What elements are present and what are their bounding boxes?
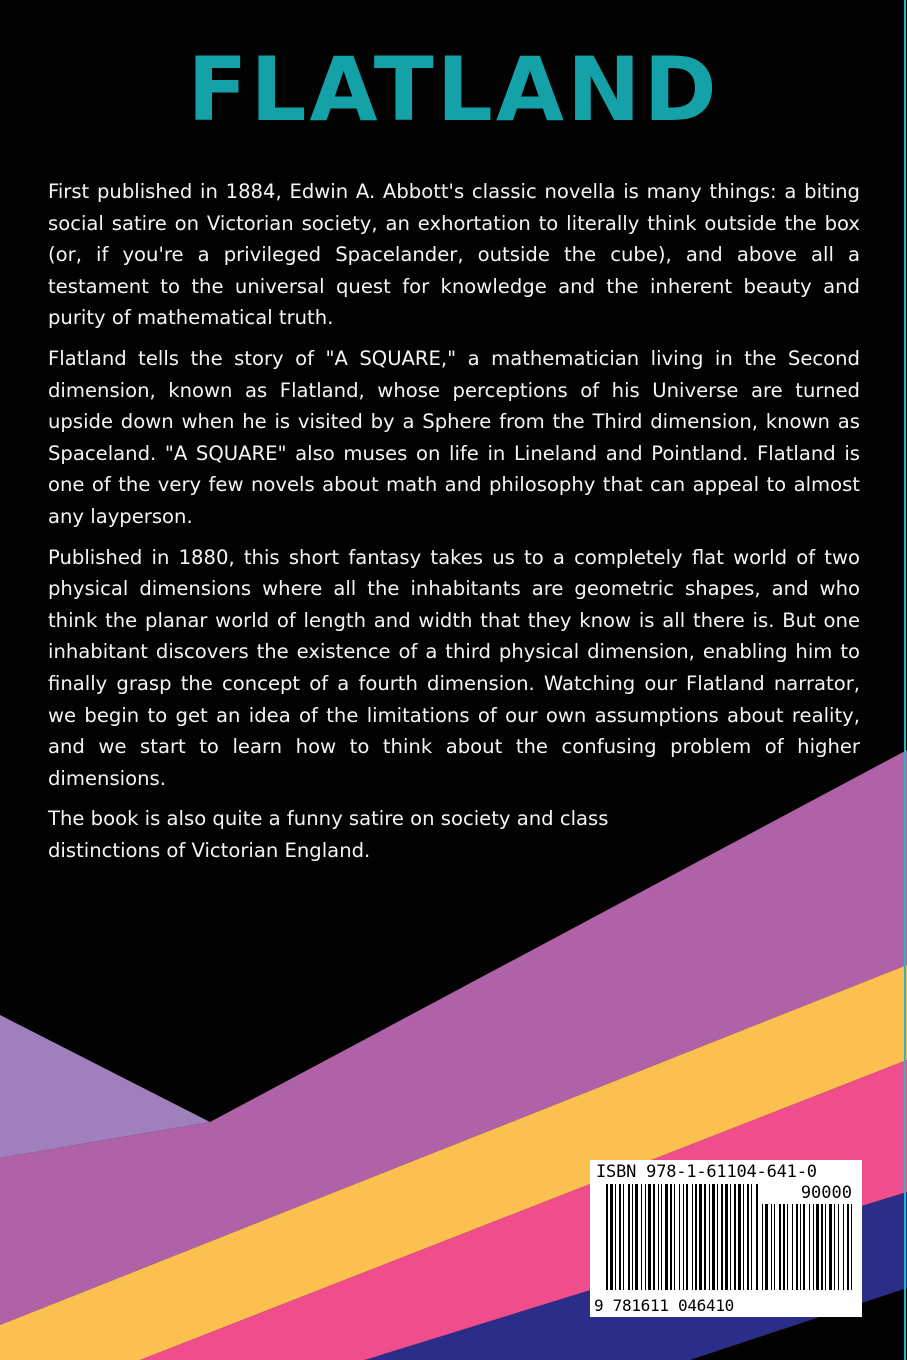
barcode-addon-bar [779,1204,781,1290]
barcode-addon-bar [771,1204,772,1290]
isbn-number: ISBN 978-1-61104-641-0 [596,1162,817,1182]
barcode-addon-bar [825,1204,826,1290]
barcode-bar [725,1184,728,1290]
barcode-bar [674,1184,675,1290]
barcode-bar [734,1184,736,1290]
blurb-paragraph-4: The book is also quite a funny satire on society and class distinctions of Victorian England. [48,807,609,862]
barcode-bar [670,1184,672,1290]
barcode-addon-bar [809,1204,810,1290]
barcode-bar [623,1184,624,1290]
barcode-bar [717,1184,718,1290]
barcode-addon-bar [851,1204,852,1290]
barcode-bar [699,1184,702,1290]
barcode-bar [721,1184,723,1290]
barcode-addon-bar [816,1204,819,1290]
barcode-bar [743,1184,744,1290]
barcode-bar [751,1184,752,1290]
barcode-addon-bar [765,1204,768,1290]
blurb-paragraph-3: Published in 1880, this short fantasy takes us to a completely flat world of two physical dimensions where all the inhabitants are geometric shapes, and who think the planar world of length and width that they know is all there is. But one inhabitant discovers the existence of a third physical dimension, enabling him to finally grasp the concept of a fourth dimension. Watching our Flatland narrator, we begin to get an idea of the limitations of our own assumptions about reality, and we start to learn how to think about the confusing problem of higher dimensions. [48,545,860,790]
barcode-addon-bar [847,1204,849,1290]
barcode-bar [704,1184,706,1290]
price-code: 90000 [800,1183,852,1203]
back-cover-blurb [48,176,860,875]
barcode-bar [641,1184,642,1290]
barcode-bar [635,1184,638,1290]
barcode-bar [648,1184,651,1290]
barcode-bar [661,1184,662,1290]
ean-digits: 9 781611 046410 [594,1296,734,1315]
barcode-bar [712,1184,715,1290]
barcode-bars [590,1160,862,1317]
barcode-bar [709,1184,710,1290]
barcode-addon-bar [800,1204,801,1290]
barcode-addon-bar [843,1204,844,1290]
barcode-addon-bar [783,1204,785,1290]
barcode-addon-bar [787,1204,788,1290]
barcode-addon-bar [774,1204,775,1290]
barcode-bar [632,1184,633,1290]
barcode-bar [756,1184,758,1290]
barcode-bar [615,1184,616,1290]
barcode-bar [606,1184,608,1290]
barcode-addon-bar [821,1204,823,1290]
barcode-bar [665,1184,668,1290]
blurb-paragraph-2: Flatland tells the story of "A SQUARE," a mathematician living in the Second dimension, known as Flatland, whose perceptions of his Universe are turned upside down when he is visited by a Sphere from the Third dimension, known as Spaceland. "A SQUARE" also muses on life in Lineland and Pointland. Flatland is one of the very few novels about math and philosophy that can appeal to almost any layperson. [48,346,860,528]
barcode-addon-bar [838,1204,839,1290]
barcode-bar [692,1184,693,1290]
barcode-bar [738,1184,741,1290]
barcode-addon-bar [813,1204,814,1290]
barcode-bar [730,1184,731,1290]
barcode-addon-bar [796,1204,798,1290]
barcode-addon-bar [762,1204,763,1290]
barcode-bar [679,1184,680,1290]
barcode-bar [645,1184,646,1290]
barcode-bar [610,1184,613,1290]
isbn-barcode [590,1160,862,1317]
barcode-bar [747,1184,749,1290]
barcode-addon-bar [834,1204,835,1290]
barcode-bar [653,1184,655,1290]
barcode-addon-bar [792,1204,793,1290]
barcode-bar [619,1184,621,1290]
barcode-addon-bar [803,1204,805,1290]
barcode-bar [628,1184,630,1290]
barcode-addon-bar [829,1204,832,1290]
barcode-bar [683,1184,684,1290]
book-title: FLATLAND [187,38,720,141]
blurb-paragraph-1: First published in 1884, Edwin A. Abbott's classic novella is many things: a biting social satire on Victorian society, an exhortation to literally think outside the box (or, if you're a privileged Spacelander, outside the cube), and above all a testament to the universal quest for knowledge and the inherent beauty and purity of mathematical truth. [48,180,860,330]
barcode-bar [686,1184,688,1290]
barcode-bar [658,1184,659,1290]
barcode-bar [695,1184,697,1290]
